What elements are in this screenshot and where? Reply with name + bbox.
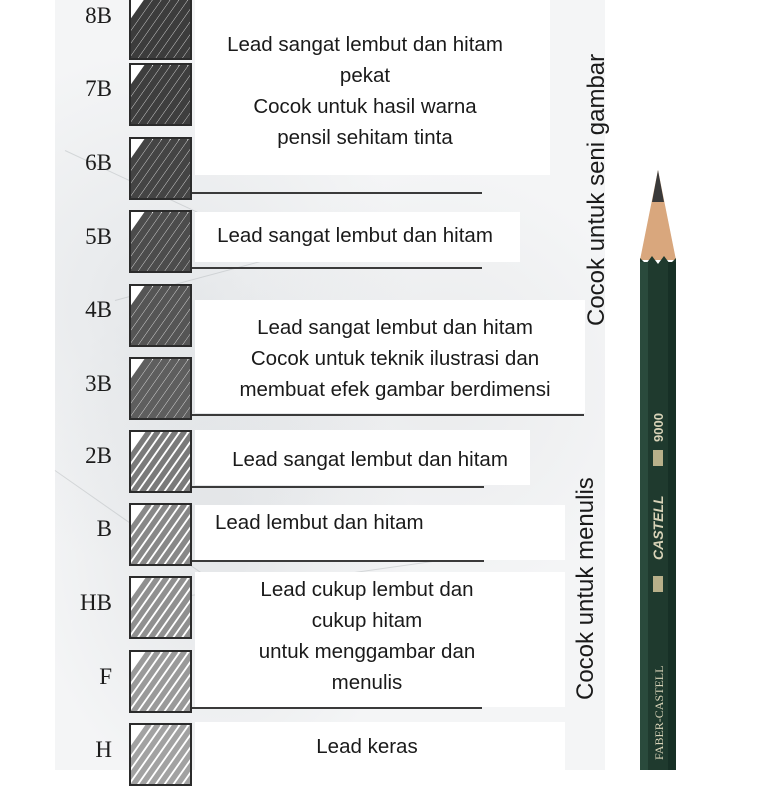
side-label-art: Cocok untuk seni gambar: [583, 53, 610, 326]
grade-swatch-f: [129, 650, 192, 713]
description-line: menulis: [331, 671, 403, 694]
description-line: Lead keras: [316, 735, 418, 758]
description-line: Cocok untuk hasil warna: [253, 95, 477, 118]
description-line: membuat efek gambar berdimensi: [239, 378, 551, 401]
pencil-illustration: [636, 170, 680, 770]
grade-swatch-b: [129, 503, 192, 566]
description-line: pensil sehitam tinta: [277, 126, 453, 149]
grade-label-5b: 5B: [85, 224, 112, 249]
grade-label-f: F: [99, 664, 112, 689]
grade-label-2b: 2B: [85, 443, 112, 468]
grade-label-b: B: [96, 516, 112, 541]
grade-label-h: H: [95, 737, 112, 762]
description-b: [215, 507, 424, 538]
divider-3b: [192, 414, 584, 416]
divider-6b: [192, 192, 482, 194]
description-8b-6b: [205, 29, 525, 153]
description-line: Lead sangat lembut dan hitam: [257, 316, 533, 339]
pencil-brand-text: FABER-CASTELL: [652, 665, 666, 760]
description-line: untuk menggambar dan: [258, 640, 476, 663]
description-line: Lead cukup lembut dan: [260, 578, 474, 601]
description-line: Cocok untuk teknik ilustrasi dan: [250, 347, 540, 370]
grade-label-hb: HB: [80, 590, 112, 615]
grade-swatch-8b: [129, 0, 192, 60]
description-5b: [195, 220, 515, 251]
grade-label-4b: 4B: [85, 297, 112, 322]
pencil-lead-tip: [652, 170, 664, 202]
grade-swatch-4b: [129, 284, 192, 347]
side-label-writing: Cocok untuk menulis: [572, 477, 599, 700]
grade-label-8b: 8B: [85, 3, 112, 28]
pencil-model-text: 9000: [651, 413, 666, 442]
divider-5b: [192, 267, 482, 269]
grade-swatch-hb: [129, 576, 192, 639]
description-line: pekat: [339, 64, 391, 87]
divider-2b: [192, 486, 484, 488]
description-line: Lead lembut dan hitam: [215, 511, 424, 534]
pencil-logo-text: CASTELL: [650, 495, 666, 560]
grade-label-3b: 3B: [85, 371, 112, 396]
grade-swatch-3b: [129, 357, 192, 420]
description-line: Lead sangat lembut dan hitam: [217, 224, 493, 247]
description-h: [207, 731, 527, 762]
description-line: cukup hitam: [311, 609, 423, 632]
grade-swatch-7b: [129, 63, 192, 126]
description-line: Lead sangat lembut dan hitam: [232, 448, 508, 471]
grade-swatch-2b: [129, 430, 192, 493]
grade-swatch-h: [129, 723, 192, 786]
description-line: Lead sangat lembut dan hitam: [227, 33, 503, 56]
divider-b: [192, 560, 484, 562]
description-4b-3b: [210, 312, 580, 405]
grade-label-7b: 7B: [85, 76, 112, 101]
divider-f: [192, 707, 482, 709]
grade-label-6b: 6B: [85, 150, 112, 175]
grade-swatch-6b: [129, 137, 192, 200]
grade-swatch-5b: [129, 210, 192, 273]
description-2b: [210, 444, 530, 475]
description-hb-f: [207, 574, 527, 698]
